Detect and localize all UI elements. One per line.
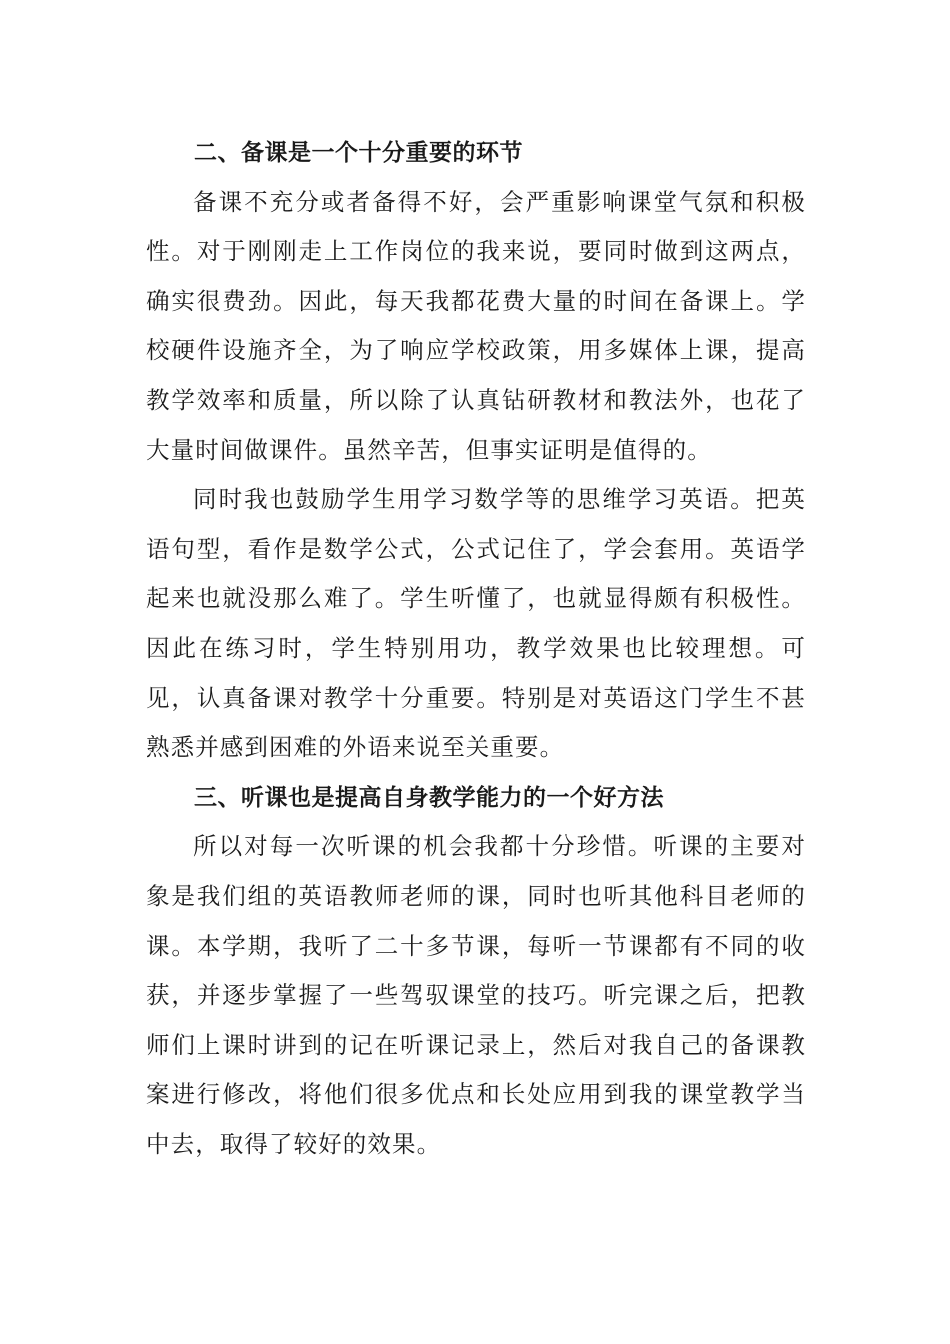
section-lesson-observation [146,773,806,1170]
paragraph: 备课不充分或者备得不好，会严重影响课堂气氛和积极性。对于刚刚走上工作岗位的我来说，要同时做到这两点，确实很费劲。因此，每天我都花费大量的时间在备课上。学校硬件设施齐全，为了响应学校政策，用多媒体上课，提高教学效率和质量，所以除了认真钻研教材和教法外，也花了大量时间做课件。虽然辛苦，但事实证明是值得的。 [146,187,806,464]
section-heading: 二、备课是一个十分重要的环节 [194,139,523,166]
section-heading: 三、听课也是提高自身教学能力的一个好方法 [194,783,664,811]
document-body [146,128,806,1169]
section-lesson-preparation [146,128,806,773]
paragraph: 同时我也鼓励学生用学习数学等的思维学习英语。把英语句型，看作是数学公式，公式记住了，学会套用。英语学起来也就没那么难了。学生听懂了，也就显得颇有积极性。因此在练习时，学生特别用功，教学效果也比较理想。可见，认真备课对教学十分重要。特别是对英语这门学生不甚熟悉并感到困难的外语来说至关重要。 [146,485,806,762]
paragraph: 所以对每一次听课的机会我都十分珍惜。听课的主要对象是我们组的英语教师老师的课，同时也听其他科目老师的课。本学期，我听了二十多节课，每听一节课都有不同的收获，并逐步掌握了一些驾驭课堂的技巧。听完课之后，把教师们上课时讲到的记在听课记录上，然后对我自己的备课教案进行修改，将他们很多优点和长处应用到我的课堂教学当中去，取得了较好的效果。 [146,832,806,1158]
